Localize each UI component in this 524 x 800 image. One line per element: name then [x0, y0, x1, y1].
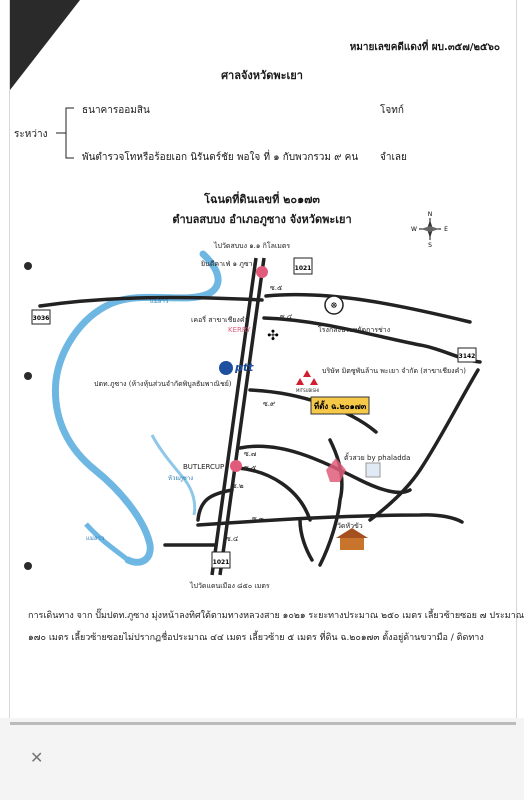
river-label-2: ห้วยภูซาง	[168, 475, 194, 482]
river-branch	[86, 524, 128, 560]
temple-icon	[336, 528, 368, 550]
ptt-logo-icon	[219, 361, 233, 375]
soi-5-top-label: ซ.๕	[270, 284, 283, 292]
route-shield-3036	[32, 310, 50, 324]
kerry-label: เคอรี่ สาขาเชียงคำ	[191, 316, 249, 324]
school-label: โรงกลึงประหยัดการช่าง	[318, 326, 391, 334]
staple-mark-icon: ✕	[30, 748, 44, 767]
to-daenmueang-label: ไปวัดแดนเมือง ๘๕๐ เมตร	[190, 582, 270, 590]
scan-background	[0, 718, 524, 800]
road-temple	[300, 520, 312, 560]
svg-text:3036: 3036	[32, 315, 50, 322]
defendant-role: จำเลย	[380, 152, 407, 163]
road-upper-east	[266, 295, 470, 322]
compass-n-label: N	[427, 211, 433, 218]
cafe-pin-icon	[256, 266, 268, 278]
svg-text:☸: ☸	[330, 301, 338, 310]
mitsubishi-sub-label: MITSUBISHI	[296, 388, 320, 393]
soi-2-label: ซ.๒	[232, 482, 244, 490]
soi-4-low-label: ซ.๔	[226, 535, 239, 543]
soi-9-label: ซ.๙	[263, 400, 276, 408]
route-shield-1021-bottom	[212, 552, 230, 568]
soi-3-label: ซ.๓	[252, 515, 264, 523]
shop-photo-icon	[366, 463, 380, 477]
directions-line-2: ๑๗๐ เมตร เลี้ยวซ้ายซอยไม่ปรากฏชื่อประมาณ ๔๔ เมตร เลี้ยวซ้าย ๕ เมตร ที่ดิน ฉ.๒๐๑๗๓ ตั้งอยู่ด้านขวามือ / ติดทาง	[28, 633, 484, 643]
road-east-loop	[370, 370, 478, 520]
kerry-logo-label: KERRY	[228, 326, 251, 334]
soi-5-mid-label: ซ.๕	[244, 464, 257, 472]
river-label-1: แม่ลาว	[150, 298, 169, 305]
svg-text:1021: 1021	[212, 559, 230, 566]
river-label-3: แม่ลาว	[86, 535, 105, 542]
ptt-station-label: ปตท.ภูซาง (ห้างหุ้นส่วนจำกัดพิบูลธัมพาณิชย์)	[94, 380, 232, 388]
mitsubishi-logo-icon	[296, 370, 318, 385]
butlercup-label: BUTLERCUP	[183, 463, 225, 471]
map-title: โฉนดที่ดินเลขที่ ๒๐๑๗๓	[204, 193, 320, 206]
page-stack-edge	[10, 722, 516, 725]
route-shield-1021-top	[294, 258, 312, 274]
map-subtitle: ตำบลสบบง อำเภอภูซาง จังหวัดพะเยา	[172, 213, 352, 226]
site-label: ที่ตั้ง ฉ.๒๐๑๗๓	[313, 402, 367, 411]
temple-label: วัดหัวขัว	[337, 522, 363, 530]
road-soi-5	[236, 468, 310, 520]
case-number: หมายเลขคดีแดงที่ ผบ.๓๕๗/๒๕๖๐	[349, 42, 500, 53]
directions-line-1: การเดินทาง จาก ปั๊มปตท.ภูซาง มุ่งหน้าลงทิศใต้ตามทางหลวงสาย ๑๐๒๑ ระยะทางประมาณ ๒๕๐ เมตร เลี้ยวซ้ายซอย ๗ ประมาณ	[28, 611, 524, 621]
defendant-name: พันตำรวจโทหรือร้อยเอก นิรันดร์ชัย พอใจ ที่ ๑ กับพวกรวม ๙ คน	[82, 152, 359, 163]
compass-s-label: S	[428, 242, 432, 249]
svg-text:1021: 1021	[294, 265, 312, 272]
soi-7-label: ซ.๗	[244, 450, 257, 458]
compass-w-label: W	[411, 226, 417, 233]
compass-e-label: E	[444, 226, 448, 233]
compass-icon	[411, 211, 448, 249]
road-soi-4	[264, 318, 480, 362]
mitsubishi-label: บริษัท มิตซูพันล้าน พะเยา จำกัด (สาขาเชียงคำ)	[322, 367, 466, 375]
road-site-loop	[320, 440, 342, 565]
court-name: ศาลจังหวัดพะเยา	[221, 69, 303, 82]
to-sopbong-label: ไปวัดสบบง ๑.๑ กิโลเมตร	[214, 242, 291, 250]
route-shield-3142	[458, 348, 476, 362]
highway-1021	[212, 258, 256, 575]
cafe-label: ยินดีคาเฟ่ ๑ ภูซาง	[201, 260, 257, 268]
plaintiff-role: โจทก์	[380, 105, 404, 116]
butlercup-pin-icon	[230, 460, 242, 472]
soi-4-label: ซ.๔	[280, 313, 293, 321]
kerry-icon: ✣	[267, 328, 279, 344]
shop-label: ตั้วสวย by phaladda	[344, 454, 411, 462]
plaintiff-name: ธนาคารออมสิน	[82, 105, 150, 116]
svg-text:3142: 3142	[458, 353, 476, 360]
between-label: ระหว่าง	[14, 129, 48, 140]
ptt-logo-label: ptt	[235, 361, 254, 374]
road-soi-3	[198, 515, 462, 525]
